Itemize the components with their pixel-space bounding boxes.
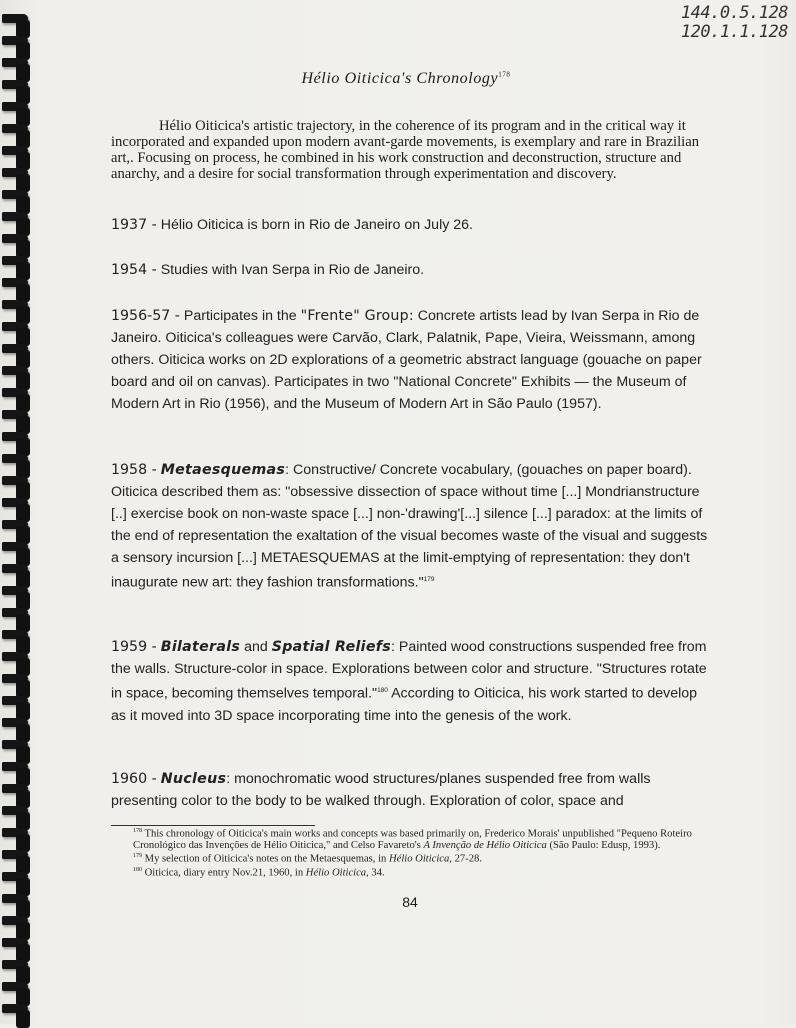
- binding-ring: [2, 894, 28, 903]
- footnotes: [111, 826, 715, 878]
- binding-ring: [2, 652, 28, 661]
- binding-ring: [2, 14, 28, 23]
- archive-mark-line-1: 144.0.5.128: [680, 3, 788, 23]
- entry-year: 1937 -: [111, 217, 157, 233]
- entry-year: 1960 -: [111, 771, 157, 787]
- footnote-number: 179: [133, 852, 142, 859]
- footnote-180: [111, 865, 715, 879]
- entry-text-continued: According to Oiticica, his work started to develop as it moved into 3D space incorporating time into the genesis of the work.: [111, 685, 698, 724]
- footnote-179: [111, 851, 715, 865]
- binding-ring: [2, 344, 28, 353]
- binding-ring: [2, 168, 28, 177]
- binding-ring: [2, 674, 28, 683]
- entry-term-bilaterals: Bilaterals: [160, 639, 241, 655]
- binding-ring: [2, 872, 28, 881]
- binding-ring: [2, 850, 28, 859]
- footnote-number: 178: [133, 828, 142, 834]
- footnote-text-end: 34.: [371, 867, 385, 879]
- entry-term-spatial-reliefs: Spatial Reliefs: [271, 639, 391, 655]
- binding-ring: [2, 938, 28, 947]
- entry-year: 1954 -: [111, 262, 157, 278]
- footnote-text-end: (São Paulo: Edusp, 1993).: [549, 839, 661, 851]
- footnote-title: Hélio Oiticica,: [305, 867, 369, 879]
- binding-ring: [2, 58, 28, 67]
- entry-1960: [111, 768, 715, 812]
- binding-ring: [2, 476, 28, 485]
- entry-1937: [111, 214, 715, 236]
- binding-ring: [2, 498, 28, 507]
- entry-1956-57: [111, 305, 715, 415]
- binding-ring: [2, 564, 28, 573]
- footnote-text-end: 27-28.: [454, 853, 482, 865]
- binding-ring: [2, 806, 28, 815]
- binding-ring: [2, 256, 28, 265]
- footnote-ref-179: 179: [423, 576, 435, 583]
- binding-ring: [2, 410, 28, 419]
- binding-ring: [2, 1004, 28, 1013]
- intro-paragraph: [111, 118, 707, 182]
- binding-ring: [2, 146, 28, 155]
- binding-ring: [2, 982, 28, 991]
- binding-ring: [2, 586, 28, 595]
- footnote-text: This chronology of Oiticica's main works and concepts was based primarily on, Frederico Morais' unpublished "Pequeno Roteiro Cronológico das Invenções de Hélio Oiticica," and Celso Favareto's: [133, 828, 692, 851]
- footnote-ref-180: 180: [377, 687, 388, 694]
- spiral-binding: [0, 0, 36, 1024]
- entry-year: 1959 -: [111, 639, 157, 655]
- footnote-178: [111, 826, 715, 851]
- binding-ring: [2, 102, 28, 111]
- binding-ring: [2, 630, 28, 639]
- entry-1954: [111, 259, 715, 281]
- binding-ring: [2, 520, 28, 529]
- entry-conjunction: and: [244, 639, 268, 655]
- binding-ring: [2, 828, 28, 837]
- entry-1959: [111, 636, 715, 727]
- binding-ring: [2, 454, 28, 463]
- entry-text: : monochromatic wood structures/planes suspended free from walls presenting color to the body to be walked through. Exploration of color, space and: [111, 771, 651, 809]
- footnote-title: Hélio Oiticica,: [389, 853, 452, 865]
- title-footnote-ref: 178: [498, 70, 511, 79]
- entry-term: Metaesquemas: [160, 462, 286, 478]
- binding-ring: [2, 80, 28, 89]
- entry-lead: Participates in the: [183, 308, 297, 324]
- entry-text: : Painted wood constructions suspended free from the walls. Structure-color in space. Explorations between color and structure. "Structures rotate in space, becoming themselves temporal.": [111, 639, 707, 702]
- entry-text: Studies with Ivan Serpa in Rio de Janeiro.: [160, 262, 425, 278]
- binding-ring: [2, 696, 28, 705]
- archive-handwritten-mark: [681, 4, 788, 42]
- intro-text: Hélio Oiticica's artistic trajectory, in the coherence of its program and in the critical way it incorporated and expanded upon modern avant-garde movements, is exemplary and rare in Brazilian art,. Focusing on process, he combined in his work construction and deconstruction, structure and anarchy, and a desire for social transformation through experimentation and discovery.: [111, 118, 699, 182]
- binding-ring: [2, 542, 28, 551]
- binding-ring: [2, 366, 28, 375]
- binding-ring: [2, 960, 28, 969]
- binding-ring: [2, 124, 28, 133]
- page-title: [108, 70, 704, 88]
- binding-ring: [2, 432, 28, 441]
- binding-ring: [2, 278, 28, 287]
- entry-text: : Constructive/ Concrete vocabulary, (gouaches on paper board). Oiticica described them as: "obsessive dissection of space without time [...] Mondrianstructure [..] exercise book on non-waste space [...] non-'drawing'[...] silence [...] paradox: at the limits of the end of representation the exaltation of the visual becomes waste of the visual and suggests a sensory incursion [...] METAESQUEMAS at the limit-emptying of representation: they don't inaugurate new art: they fashion transformations.": [111, 462, 708, 591]
- title-text: Hélio Oiticica's Chronology: [301, 70, 499, 87]
- binding-ring: [2, 190, 28, 199]
- entry-1958: [111, 459, 715, 594]
- binding-ring: [2, 212, 28, 221]
- binding-ring: [2, 608, 28, 617]
- binding-ring: [2, 762, 28, 771]
- entry-year: 1956-57 -: [111, 308, 180, 324]
- binding-ring: [2, 234, 28, 243]
- page-number: 84: [402, 894, 418, 910]
- binding-ring: [2, 300, 28, 309]
- entry-text: Hélio Oiticica is born in Rio de Janeiro on July 26.: [160, 217, 473, 233]
- footnote-text: Oiticica, diary entry Nov.21, 1960, in: [144, 867, 304, 879]
- entry-year: 1958 -: [111, 462, 157, 478]
- binding-ring: [2, 388, 28, 397]
- footnote-text: My selection of Oiticica's notes on the Metaesquemas, in: [144, 853, 387, 865]
- binding-ring: [2, 740, 28, 749]
- binding-ring: [2, 916, 28, 925]
- binding-ring: [2, 322, 28, 331]
- footnote-number: 180: [133, 866, 142, 873]
- footnote-title: A Invenção de Hélio Oiticica: [423, 839, 547, 851]
- entry-group-term: "Frente" Group:: [300, 308, 414, 324]
- archive-mark-line-2: 120.1.1.128: [680, 22, 788, 42]
- entry-term: Nucleus: [160, 771, 227, 787]
- binding-ring: [2, 718, 28, 727]
- binding-ring: [2, 784, 28, 793]
- binding-ring: [2, 36, 28, 45]
- entry-text: Concrete artists lead by Ivan Serpa in Rio de Janeiro. Oiticica's colleagues were Carvão, Clark, Palatnik, Pape, Vieira, Weissmann, among others. Oiticica works on 2D explorations of a geometric abstract language (gouache on paper board and oil on canvas). Participates in two "National Concrete" Exhibits — the Museum of Modern Art in Rio (1956), and the Museum of Modern Art in São Paulo (1957).: [111, 308, 702, 412]
